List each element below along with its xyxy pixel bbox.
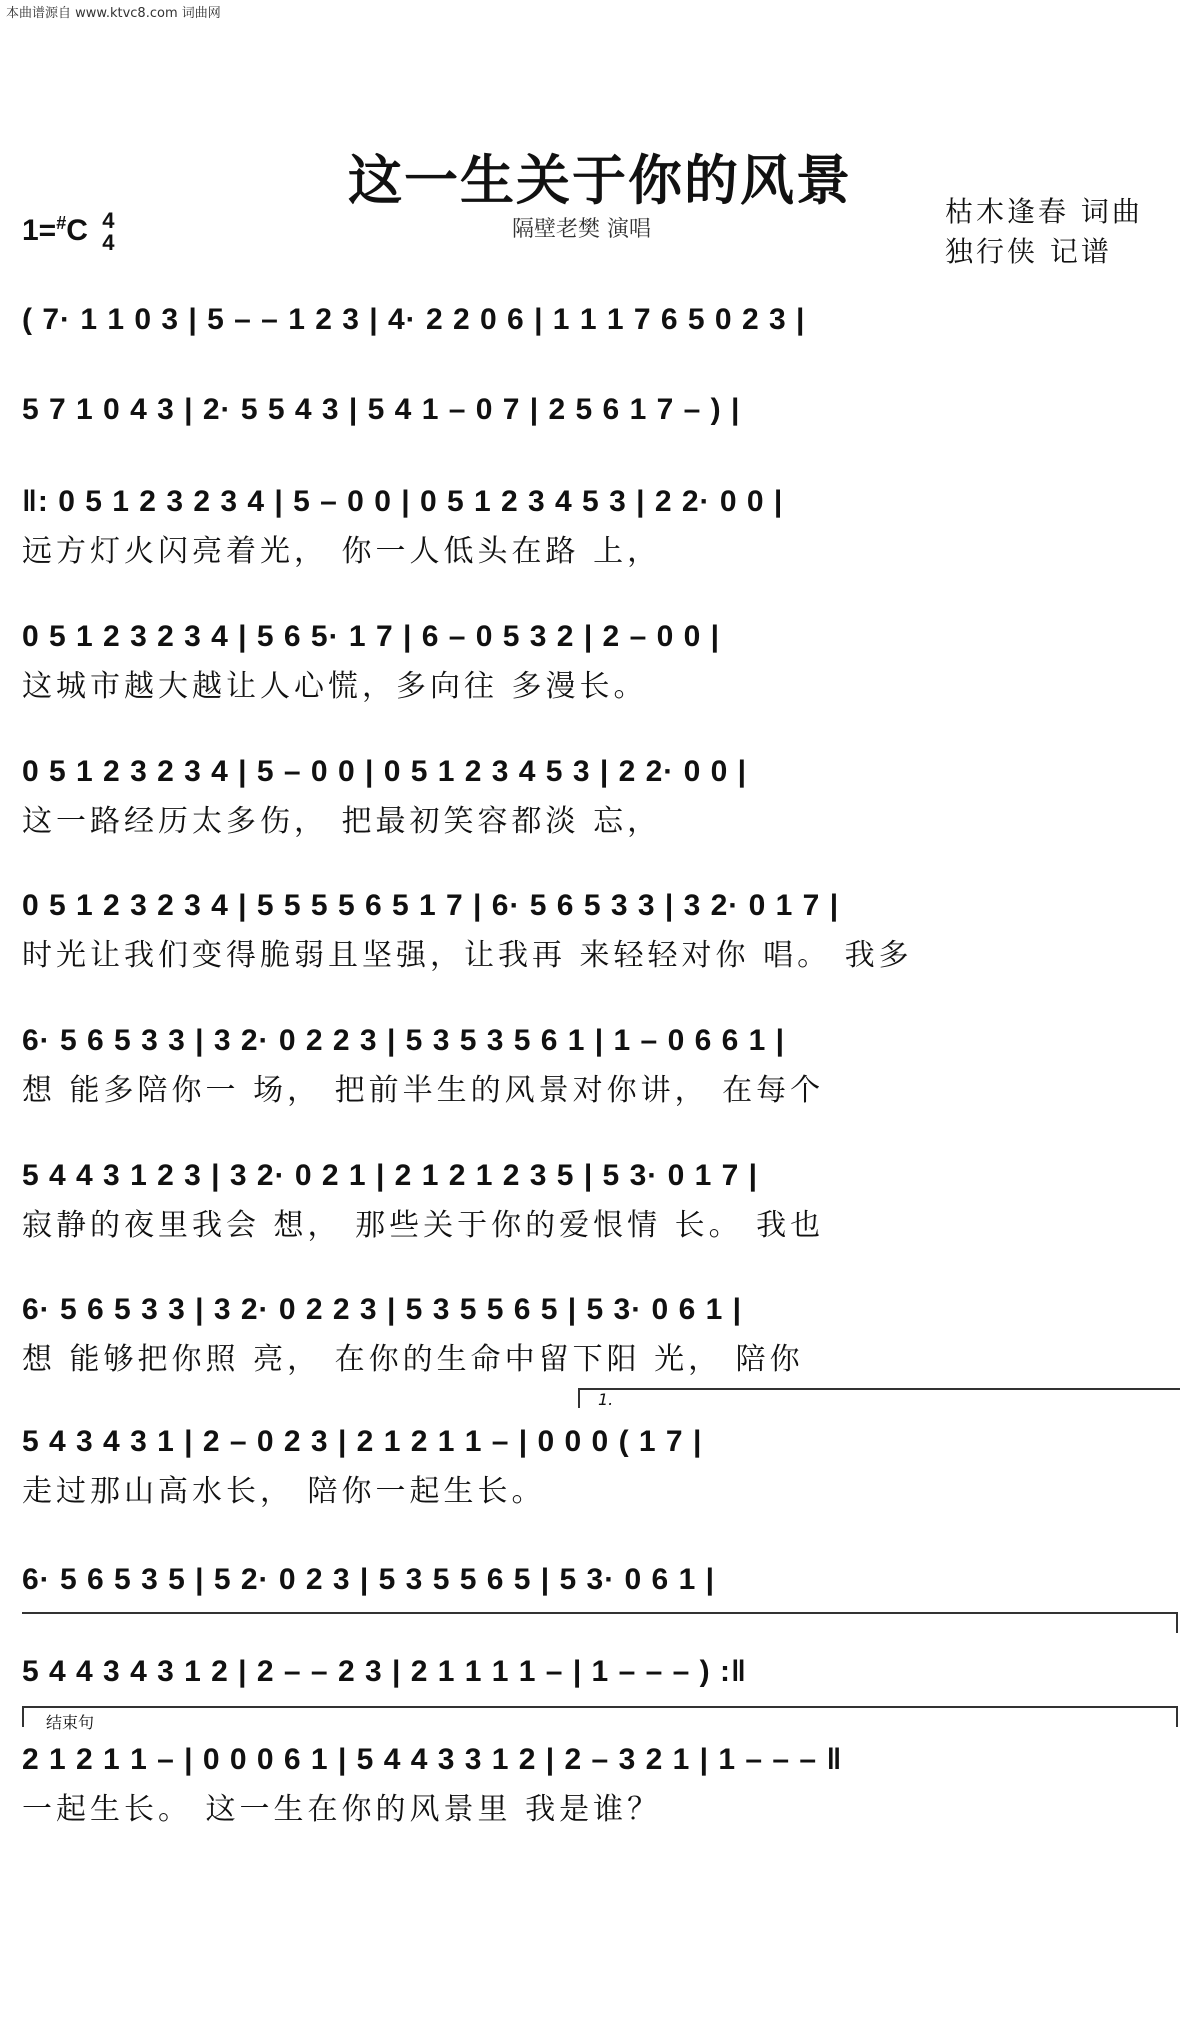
score-row [22, 1021, 1180, 1108]
lyrics-line: 这城市越大越让人心慌，多向往 多漫长。 [22, 669, 648, 704]
score-row [22, 390, 1180, 450]
lyrics-line: 远方灯火闪亮着光， 你一人低头在路 上， [22, 534, 662, 569]
time-signature-bottom: 4 [102, 230, 115, 255]
time-signature-top: 4 [102, 208, 115, 233]
score-row [22, 1290, 1180, 1377]
notation-line: 5 7 1 0 4 3 | 2· 5 5 4 3 | 5 4 1 – 0 7 | 2 5 6 1 7 – ) | [22, 393, 741, 426]
notation-line: 0 5 1 2 3 2 3 4 | 5 6 5· 1 7 | 6 – 0 5 3 2 | 2 – 0 0 | [22, 620, 721, 653]
score-row [22, 886, 1180, 973]
score-row [22, 1422, 1180, 1509]
page-title: 这一生关于你的风景 [348, 148, 852, 212]
ending-bracket-line [22, 1706, 1178, 1708]
lyrics-line: 想 能够把你照 亮， 在你的生命中留下阳 光， 陪你 [22, 1342, 804, 1377]
notation-line: 6· 5 6 5 3 3 | 3 2· 0 2 2 3 | 5 3 5 3 5 6 1 | 1 – 0 6 6 1 | [22, 1024, 786, 1057]
score-row [22, 1652, 1180, 1712]
singer-credit: 隔壁老樊 演唱 [512, 217, 651, 242]
key-note: C [66, 213, 88, 247]
score-row [22, 1156, 1180, 1243]
transcriber-credit: 独行侠 记谱 [945, 235, 1112, 268]
notation-line: 6· 5 6 5 3 3 | 3 2· 0 2 2 3 | 5 3 5 5 6 5 | 5 3· 0 6 1 | [22, 1293, 742, 1326]
lyrics-line: 想 能多陪你一 场， 把前半生的风景对你讲， 在每个 [22, 1073, 825, 1108]
score-row [22, 1560, 1180, 1620]
watermark: 本曲谱源自 www.ktvc8.com 词曲网 [6, 6, 221, 21]
ending-label: 结束句 [46, 1713, 95, 1732]
notation-line: ‖: 0 5 1 2 3 2 3 4 | 5 – 0 0 | 0 5 1 2 3 4 5 3 | 2 2· 0 0 | [22, 485, 784, 518]
notation-line: 0 5 1 2 3 2 3 4 | 5 5 5 5 6 5 1 7 | 6· 5 6 5 3 3 | 3 2· 0 1 7 | [22, 889, 840, 922]
sharp-sign: # [56, 212, 67, 233]
key-signature [22, 210, 115, 254]
notation-line: 5 4 4 3 4 3 1 2 | 2 – – 2 3 | 2 1 1 1 1 – | 1 – – – ) :‖ [22, 1655, 747, 1688]
score-row [22, 300, 1180, 360]
notation-line: 2 1 2 1 1 – | 0 0 0 6 1 | 5 4 4 3 3 1 2 | 2 – 3 2 1 | 1 – – – ‖ [22, 1743, 843, 1776]
lyrics-line: 时光让我们变得脆弱且坚强，让我再 来轻轻对你 唱。 我多 [22, 938, 913, 973]
notation-line: 5 4 3 4 3 1 | 2 – 0 2 3 | 2 1 2 1 1 – | 0 0 0 ( 1 7 | [22, 1425, 703, 1458]
composer-credit: 枯木逢春 词曲 [945, 195, 1143, 228]
lyrics-line: 这一路经历太多伤， 把最初笑容都淡 忘， [22, 804, 662, 839]
notation-line: ( 7· 1 1 0 3 | 5 – – 1 2 3 | 4· 2 2 0 6 | 1 1 1 7 6 5 0 2 3 | [22, 303, 806, 336]
repeat-bracket-line [22, 1612, 1178, 1614]
first-ending-bracket [578, 1388, 1180, 1408]
notation-line: 6· 5 6 5 3 5 | 5 2· 0 2 3 | 5 3 5 5 6 5 | 5 3· 0 6 1 | [22, 1563, 715, 1596]
score-row [22, 752, 1180, 839]
notation-line: 5 4 4 3 1 2 3 | 3 2· 0 2 1 | 2 1 2 1 2 3 5 | 5 3· 0 1 7 | [22, 1159, 759, 1192]
lyrics-line: 走过那山高水长， 陪你一起生长。 [22, 1474, 546, 1509]
notation-line: 0 5 1 2 3 2 3 4 | 5 – 0 0 | 0 5 1 2 3 4 5 3 | 2 2· 0 0 | [22, 755, 748, 788]
repeat-bracket-tick [1176, 1613, 1178, 1633]
lyrics-line: 一起生长。 这一生在你的风景里 我是谁？ [22, 1792, 662, 1827]
first-ending-label: 1. [598, 1390, 614, 1409]
score-row [22, 617, 1180, 704]
ending-bracket-tick [22, 1707, 24, 1727]
score-row [22, 482, 1180, 569]
lyrics-line: 寂静的夜里我会 想， 那些关于你的爱恨情 长。 我也 [22, 1208, 825, 1243]
ending-bracket-tick [1176, 1707, 1178, 1727]
key-prefix: 1= [22, 213, 57, 247]
time-signature [102, 210, 114, 254]
score-row [22, 1740, 1180, 1827]
